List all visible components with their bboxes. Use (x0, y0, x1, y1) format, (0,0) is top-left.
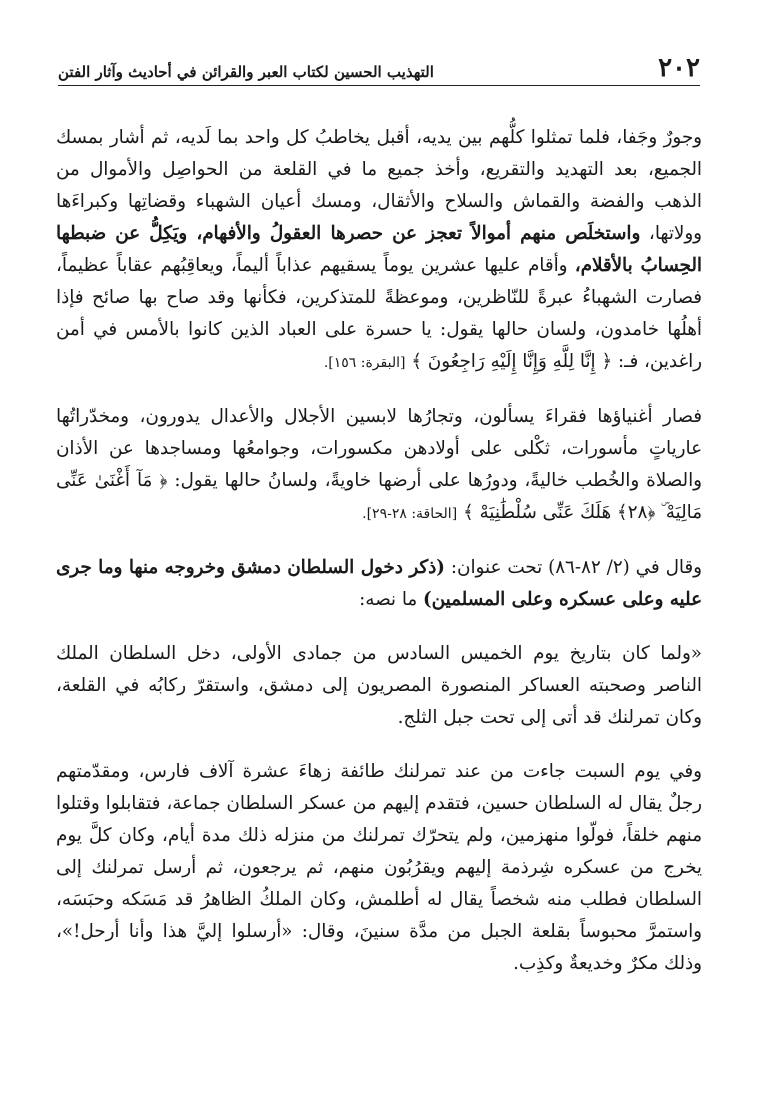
quran-reference: [الحاقة: ٢٨-٢٩]. (362, 506, 458, 522)
paragraph (56, 638, 702, 734)
text-run: وجورٌ وجَفا، فلما تمثلوا كلُّهم بين يديه، أقبل يخاطبُ كل واحد بما لَديه، ثم أشار بمسك الجميع، بعد التهديد والتقريع، وأخذ جميع ما في القلعة من الحواصِل والأموال من الذهب والفضة والقماش والسلاح والأثقال، ومسك أعيان الشهباء وقضاتِها وكبراءَها وولاتها، (56, 127, 702, 244)
body-text (56, 122, 702, 980)
text-run: وأقام عليها عشرين يوماً يسقيهم عذاباً أليماً، ويعاقِبُهم عقاباً عظيماً، فصارت الشهباءُ عبرةً للنّاظرين، وموعظةً للمتذكرين، فكأنها وقد صاح بها صائح فإذا أهلُها خامدون، ولسان حالها يقول: يا حسرة على العباد الذين كانوا بالأمس في أمن راغدين، فـ: ﴿ إِنَّا لِلَّهِ وَإِنَّا إِلَيْهِ رَاجِعُونَ ﴾ (56, 255, 702, 372)
quran-reference: [البقرة: ١٥٦]. (323, 355, 406, 371)
text-run: «ولما كان بتاريخ يوم الخميس السادس من جمادى الأولى، دخل السلطان الملك الناصر وصحبته العساكر المنصورة المصريون إلى دمشق، واستقرّ ركابُه في القلعة، وكان تمرلنك قد أتى إلى تحت جبل الثلج. (56, 643, 702, 728)
running-title: التهذيب الحسين لكتاب العبر والقرائن في أحاديث وآثار الفتن (58, 63, 434, 81)
bold-text-run: واستخلَص منهم أموالاً تعجز عن حصرها العقولُ والأفهام، ويَكِلُّ عن ضبطها الحِسابُ بالأقلام، (56, 223, 702, 276)
paragraph (56, 401, 702, 530)
text-run: وقال في (٢/ ٨٢-٨٦) تحت عنوان: (444, 557, 702, 578)
page-number: ٢٠٢ (658, 53, 700, 83)
paragraph (56, 756, 702, 980)
paragraph (56, 122, 702, 379)
section-heading-run: (ذكر دخول السلطان دمشق وخروجه منها وما جرى عليه وعلى عسكره وعلى المسلمين) (56, 557, 702, 610)
text-run: ما نصه: (359, 589, 423, 610)
text-run: وفي يوم السبت جاءت من عند تمرلنك طائفة زهاءَ عشرة آلاف فارس، ومقدّمتهم رجلٌ يقال له السلطان حسين، فتقدم إليهم من عسكر السلطان جماعة، فتقابلوا وقتلوا منهم خلقاً، فولّوا منهزمين، ولم يتحرّك تمرلنك من منزله ذلك مدة أيام، وكان كلَّ يوم يخرج من عسكره شِرذمة إليهم ويقرُبُون منهم، ثم يرجعون، ثم أرسل تمرلنك إلى السلطان فطلب منه شخصاً يقال له أطلمش، وكان الملكُ الظاهرُ قد مَسَكه وحبَسَه، واستمرَّ محبوساً بقلعة الجبل من مدَّة سنينَ، وقال: «أرسلوا إليَّ هذا وأنا أرحل!»، وذلك مكرٌ وخديعةٌ وكذِب. (56, 761, 702, 974)
paragraph (56, 552, 702, 616)
text-run: فصار أغنياؤها فقراءَ يسألون، وتجارُها لابسين الأجلال والأعدال يدورون، ومخدّراتُها عارياتٍ مأسورات، ثكْلى على أولادهن مكسورات، وجوامعُها ومساجدها عن الأذان والصلاة والخُطب خاليةً، ودورُها على أرضها خاويةً، ولسانُ حالها يقول: ﴿ مَآ أَغْنَىٰ عَنِّى مَالِيَهْ ۜ ﴿٢٨﴾ هَلَكَ عَنِّى سُلْطَٰنِيَهْ ﴾ (56, 406, 702, 523)
page-header (58, 52, 700, 86)
